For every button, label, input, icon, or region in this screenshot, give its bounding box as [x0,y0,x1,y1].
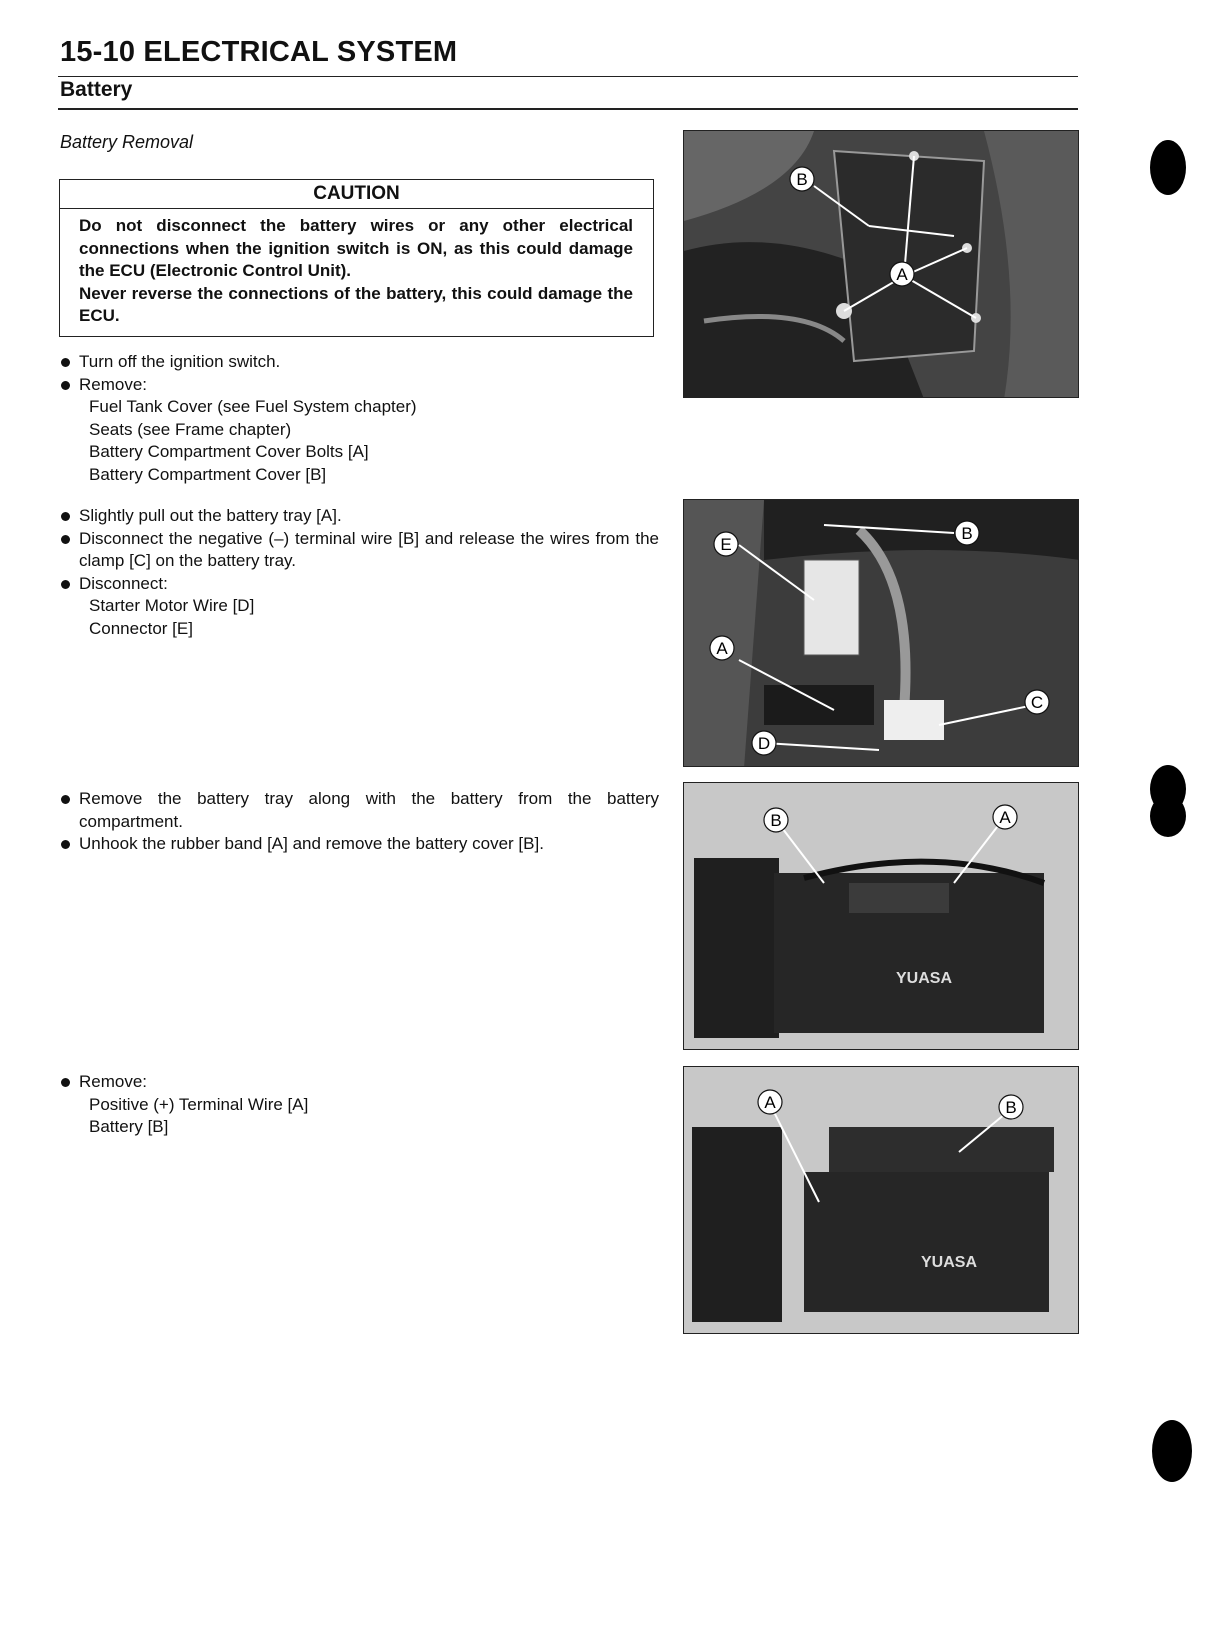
sub-item: Starter Motor Wire [D] [89,596,255,615]
callout-label: B [796,170,808,189]
bullet-item: Remove: [59,374,659,397]
step-4-text [59,1071,659,1139]
battery-brand-text: YUASA [920,1254,978,1271]
bullet-item: Unhook the rubber band [A] and remove the battery cover [B]. [59,833,659,856]
binding-hole-mark [1152,1420,1192,1482]
sub-item: Fuel Tank Cover (see Fuel System chapter) [89,397,417,416]
section-rule [58,108,1078,110]
binding-hole-mark [1150,795,1186,837]
step-1-text [59,351,659,486]
header-rule [58,76,1078,77]
page-title: 15-10 ELECTRICAL SYSTEM [60,36,458,68]
callout-label: A [764,1093,776,1112]
callout-label: A [716,639,728,658]
bullet-item: Disconnect: [59,573,659,596]
step-2-text [59,505,659,640]
callout-label: B [1005,1098,1017,1117]
callout-label: A [896,265,908,284]
sub-item: Connector [E] [89,618,193,638]
bullet-item: Turn off the ignition switch. [59,351,659,374]
bullet-item: Disconnect the negative (–) terminal wire [B] and release the wires from the clamp [C] on the battery tray. [59,528,659,573]
callout-label: E [720,535,732,554]
callout-label: C [1030,693,1044,712]
callout-label: A [999,808,1011,827]
step-3-text [59,788,659,856]
sub-item: Battery Compartment Cover [B] [89,464,327,484]
caution-body [60,209,653,328]
bullet-item: Remove the battery tray along with the battery from the battery compartment. [59,788,659,833]
bullet-item: Slightly pull out the battery tray [A]. [59,505,659,528]
callout-label: D [757,734,771,753]
caution-title: CAUTION [60,180,653,209]
photo-battery-tray-wires [683,499,1079,767]
callout-label: B [770,811,782,830]
photo-battery-with-cover [683,782,1079,1050]
battery-brand-text: YUASA [895,970,953,987]
photo-battery-compartment-cover [683,130,1079,398]
callout-label: B [961,524,973,543]
photo-battery-removal [683,1066,1079,1334]
section-title: Battery [60,78,133,101]
sub-item: Seats (see Frame chapter) [89,419,292,439]
caution-box [59,179,654,337]
caution-text: Never reverse the connections of the battery, this could damage the ECU. [79,283,633,325]
binding-hole-mark [1150,140,1186,195]
sub-item: Battery Compartment Cover Bolts [A] [89,442,369,461]
sub-item: Battery [B] [89,1117,169,1136]
caution-text: Do not disconnect the battery wires or any other electrical connections when the ignition switch is ON, as this could damage the ECU (Electronic Control Unit). [79,216,633,280]
bullet-item: Remove: [59,1071,659,1094]
sub-item: Positive (+) Terminal Wire [A] [89,1094,309,1114]
subsection-heading: Battery Removal [60,132,194,152]
